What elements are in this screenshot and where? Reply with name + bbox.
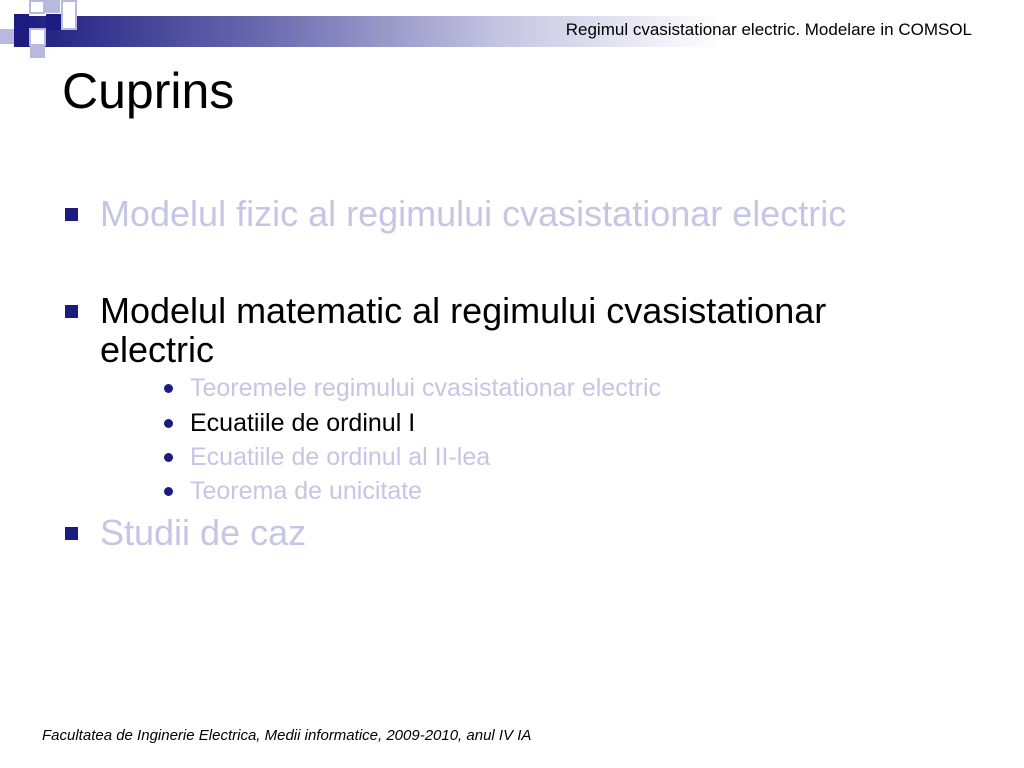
outline-subitem-label: Teorema de unicitate xyxy=(190,477,423,505)
outline-subitem-label: Ecuatiile de ordinul I xyxy=(190,409,416,437)
outline-item-label: Studii de caz xyxy=(100,512,307,553)
round-bullet-icon xyxy=(164,487,173,496)
outline-subitem-uniqueness-theorem xyxy=(164,476,924,506)
decor-square-light-left xyxy=(0,29,15,44)
footer-text: Facultatea de Inginerie Electrica, Medii informatice, 2009-2010, anul IV IA xyxy=(42,727,532,744)
round-bullet-icon xyxy=(164,419,173,428)
decor-square-dark-top-left xyxy=(14,14,29,29)
outline-item-label: Modelul fizic al regimului cvasistationar electric xyxy=(100,193,847,234)
decor-square-outline-top xyxy=(29,0,45,14)
header-band xyxy=(0,0,1024,58)
square-bullet-icon xyxy=(65,208,78,221)
decor-square-light-bottom xyxy=(30,44,45,58)
decor-square-dark-middle xyxy=(46,14,61,30)
outline-subitem-label: Ecuatiile de ordinul al II-lea xyxy=(190,443,491,471)
square-bullet-icon xyxy=(65,527,78,540)
round-bullet-icon xyxy=(164,453,173,462)
square-bullet-icon xyxy=(65,305,78,318)
round-bullet-icon xyxy=(164,384,173,393)
page-title: Cuprins xyxy=(62,63,235,119)
outline-item-label: Modelul matematic al regimului cvasistationar electric xyxy=(100,290,827,370)
outline-subitem-second-order-equations xyxy=(164,442,924,472)
outline-subitem-label: Teoremele regimului cvasistationar electric xyxy=(190,374,662,402)
decor-square-outline-right xyxy=(61,0,77,30)
outline-subitem-theorems xyxy=(164,373,924,403)
outline-item-physical-model xyxy=(62,194,942,233)
header-title: Regimul cvasistationar electric. Modelare in COMSOL xyxy=(565,20,972,39)
outline-item-mathematical-model xyxy=(62,291,942,369)
decor-square-dark-left xyxy=(14,29,29,44)
outline-item-case-studies xyxy=(62,513,942,552)
outline-subitem-first-order-equations xyxy=(164,408,924,438)
decor-square-light-top xyxy=(45,0,60,13)
